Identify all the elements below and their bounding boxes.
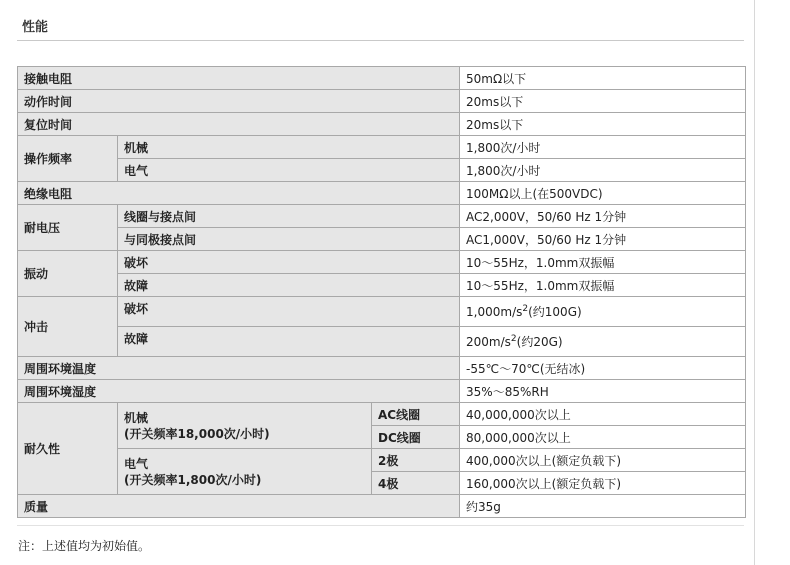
sub-label-shock-destruction: 破坏	[118, 297, 460, 327]
row-label-ambient-temperature: 周围环境温度	[18, 357, 460, 380]
table-row	[18, 403, 746, 426]
value-shock-malfunction-note: (约20G)	[516, 335, 563, 349]
sub-label-four-pole: 4极	[372, 472, 460, 495]
value-shock-destruction	[460, 297, 746, 327]
row-label-weight: 质量	[18, 495, 460, 518]
table-row	[18, 495, 746, 518]
sub-label-endurance-mechanical	[118, 403, 372, 449]
row-label-ambient-humidity: 周围环境湿度	[18, 380, 460, 403]
value-shock-malfunction	[460, 327, 746, 357]
sub-label-frequency-mechanical: 机械	[118, 136, 460, 159]
value-vibration-malfunction: 10～55Hz，1.0mm双振幅	[460, 274, 746, 297]
sub-label-dc-coil: DC线圈	[372, 426, 460, 449]
value-frequency-mechanical: 1,800次/小时	[460, 136, 746, 159]
section-title: 性能	[22, 20, 49, 35]
endurance-electrical-frequency: (开关频率1,800次/小时)	[124, 472, 262, 487]
value-ac-coil: 40,000,000次以上	[460, 403, 746, 426]
table-row	[18, 327, 746, 357]
endurance-mechanical-frequency: (开关频率18,000次/小时)	[124, 426, 270, 441]
row-label-contact-resistance: 接触电阻	[18, 67, 460, 90]
table-row	[18, 380, 746, 403]
table-row	[18, 205, 746, 228]
table-row	[18, 449, 746, 472]
table-row	[18, 67, 746, 90]
row-label-operating-frequency: 操作频率	[18, 136, 118, 182]
row-label-dielectric-strength: 耐电压	[18, 205, 118, 251]
value-contact-resistance: 50mΩ以下	[460, 67, 746, 90]
value-operate-time: 20ms以下	[460, 90, 746, 113]
value-shock-destruction-exponent: 2	[522, 304, 529, 314]
table-row	[18, 113, 746, 136]
page-right-divider	[754, 0, 755, 565]
sub-label-vibration-malfunction: 故障	[118, 274, 460, 297]
value-shock-destruction-note: (约100G)	[528, 305, 582, 319]
table-row	[18, 90, 746, 113]
table-row	[18, 182, 746, 205]
value-ambient-humidity: 35%～85%RH	[460, 380, 746, 403]
table-row	[18, 136, 746, 159]
endurance-mechanical-title: 机械	[124, 410, 149, 425]
sub-label-coil-contact: 线圈与接点间	[118, 205, 460, 228]
value-weight: 约35g	[460, 495, 746, 518]
sub-label-two-pole: 2极	[372, 449, 460, 472]
row-label-release-time: 复位时间	[18, 113, 460, 136]
note-divider	[17, 525, 744, 526]
row-label-endurance: 耐久性	[18, 403, 118, 495]
value-shock-malfunction-exponent: 2	[510, 334, 517, 344]
table-row	[18, 357, 746, 380]
sub-label-same-pole: 与同极接点间	[118, 228, 460, 251]
value-shock-malfunction-main: 200m/s	[466, 335, 511, 349]
value-coil-contact: AC2,000V，50/60 Hz 1分钟	[460, 205, 746, 228]
title-divider	[17, 40, 744, 41]
row-label-vibration: 振动	[18, 251, 118, 297]
value-shock-destruction-main: 1,000m/s	[466, 305, 523, 319]
table-row	[18, 159, 746, 182]
performance-spec-table	[17, 66, 746, 518]
value-two-pole: 400,000次以上(额定负载下)	[460, 449, 746, 472]
table-row	[18, 251, 746, 274]
row-label-insulation-resistance: 绝缘电阻	[18, 182, 460, 205]
sub-label-shock-malfunction: 故障	[118, 327, 460, 357]
value-release-time: 20ms以下	[460, 113, 746, 136]
value-frequency-electrical: 1,800次/小时	[460, 159, 746, 182]
row-label-shock: 冲击	[18, 297, 118, 357]
value-dc-coil: 80,000,000次以上	[460, 426, 746, 449]
endurance-electrical-title: 电气	[124, 456, 149, 471]
footnote: 注：上述值均为初始值。	[18, 539, 151, 553]
sub-label-ac-coil: AC线圈	[372, 403, 460, 426]
value-same-pole: AC1,000V，50/60 Hz 1分钟	[460, 228, 746, 251]
value-vibration-destruction: 10～55Hz，1.0mm双振幅	[460, 251, 746, 274]
table-row	[18, 297, 746, 327]
value-four-pole: 160,000次以上(额定负载下)	[460, 472, 746, 495]
sub-label-endurance-electrical	[118, 449, 372, 495]
sub-label-vibration-destruction: 破坏	[118, 251, 460, 274]
row-label-operate-time: 动作时间	[18, 90, 460, 113]
value-ambient-temperature: -55℃～70℃(无结冰)	[460, 357, 746, 380]
table-row	[18, 228, 746, 251]
sub-label-frequency-electrical: 电气	[118, 159, 460, 182]
value-insulation-resistance: 100MΩ以上(在500VDC)	[460, 182, 746, 205]
table-row	[18, 274, 746, 297]
